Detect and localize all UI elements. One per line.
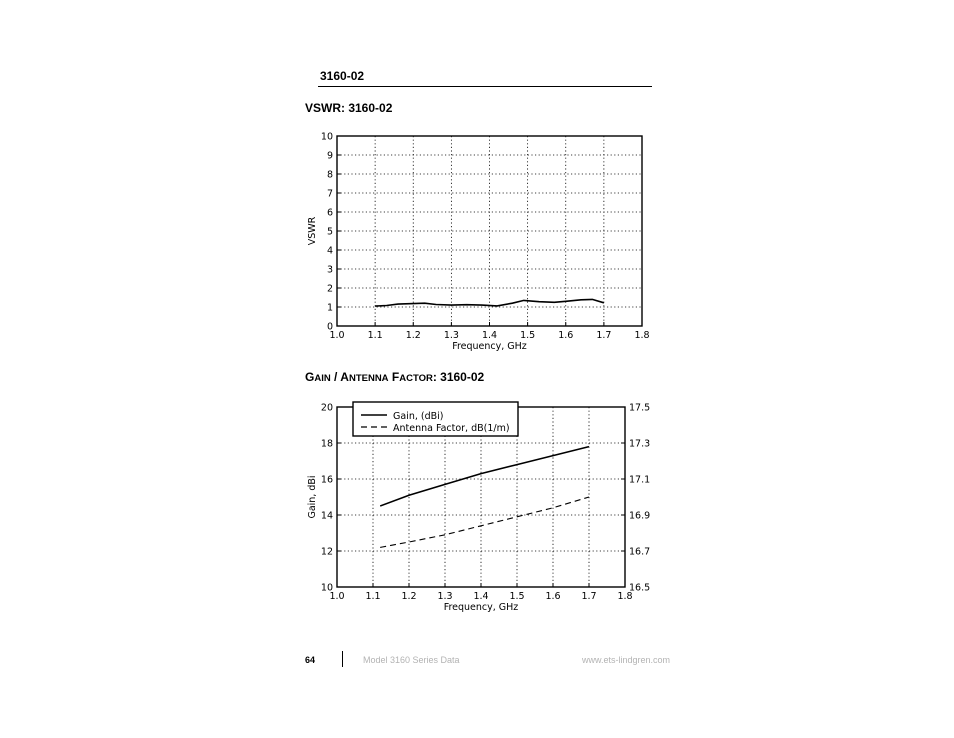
x-tick-label: 1.7 xyxy=(596,330,612,341)
x-tick-label: 1.6 xyxy=(558,330,574,341)
y-axis-label: Gain, dBi xyxy=(307,475,318,519)
footer-page-number: 64 xyxy=(305,655,316,665)
x-axis-label: Frequency, GHz xyxy=(452,341,527,352)
y2-tick-label: 17.5 xyxy=(629,402,651,414)
y-tick-label: 16 xyxy=(320,474,333,486)
y-tick-label: 1 xyxy=(326,302,333,314)
legend-label: Antenna Factor, dB(1/m) xyxy=(393,423,510,434)
x-tick-label: 1.1 xyxy=(367,330,383,341)
x-tick-label: 1.0 xyxy=(329,330,345,341)
legend-label: Gain, (dBi) xyxy=(393,411,444,422)
x-tick-label: 1.6 xyxy=(545,591,561,602)
y-tick-label: 0 xyxy=(326,321,333,333)
x-tick-label: 1.8 xyxy=(634,330,650,341)
y-tick-label: 8 xyxy=(326,169,333,181)
heading-part: AIN xyxy=(314,373,331,384)
heading-part: G xyxy=(305,370,315,384)
heading-part: NTENNA xyxy=(348,373,389,384)
x-tick-label: 1.5 xyxy=(509,591,525,602)
x-tick-label: 1.5 xyxy=(520,330,536,341)
heading-part: : 3160-02 xyxy=(432,370,485,384)
y-tick-label: 7 xyxy=(326,188,333,200)
x-tick-label: 1.3 xyxy=(437,591,453,602)
y-tick-label: 6 xyxy=(326,207,333,219)
series-line-1 xyxy=(380,497,589,547)
footer-doc-title: Model 3160 Series Data xyxy=(363,655,460,665)
y2-tick-label: 16.5 xyxy=(629,582,651,594)
x-tick-label: 1.4 xyxy=(481,330,498,341)
y-tick-label: 2 xyxy=(326,283,333,295)
y-tick-label: 10 xyxy=(320,131,333,143)
x-tick-label: 1.2 xyxy=(405,330,421,341)
y2-tick-label: 17.1 xyxy=(629,474,651,486)
x-tick-label: 1.8 xyxy=(617,591,633,602)
x-tick-label: 1.1 xyxy=(365,591,381,602)
heading-part: / A xyxy=(330,370,349,384)
y-tick-label: 4 xyxy=(326,245,333,257)
y-tick-label: 5 xyxy=(326,226,333,238)
x-tick-label: 1.7 xyxy=(581,591,597,602)
footer-url: www.ets-lindgren.com xyxy=(582,655,671,665)
y2-tick-label: 16.7 xyxy=(629,546,651,558)
y-tick-label: 14 xyxy=(320,510,333,522)
y2-tick-label: 17.3 xyxy=(629,438,651,450)
heading-part: ACTOR xyxy=(399,373,433,384)
y-tick-label: 10 xyxy=(320,582,333,594)
page-header-title: 3160-02 xyxy=(320,69,365,83)
series-line-0 xyxy=(380,447,589,506)
vswr-chart-heading: VSWR: 3160-02 xyxy=(305,101,393,115)
y-tick-label: 9 xyxy=(326,150,333,162)
x-tick-label: 1.0 xyxy=(329,591,345,602)
x-axis-label: Frequency, GHz xyxy=(443,602,519,613)
x-tick-label: 1.3 xyxy=(443,330,459,341)
footer-divider xyxy=(342,651,343,667)
heading-part: F xyxy=(388,370,400,384)
y-tick-label: 18 xyxy=(320,438,333,450)
y2-tick-label: 16.9 xyxy=(629,510,651,522)
y-tick-label: 20 xyxy=(320,402,333,414)
y-tick-label: 12 xyxy=(320,546,333,558)
x-tick-label: 1.2 xyxy=(401,591,417,602)
y-tick-label: 3 xyxy=(326,264,333,276)
x-tick-label: 1.4 xyxy=(473,591,489,602)
y-axis-label: VSWR xyxy=(307,216,318,246)
